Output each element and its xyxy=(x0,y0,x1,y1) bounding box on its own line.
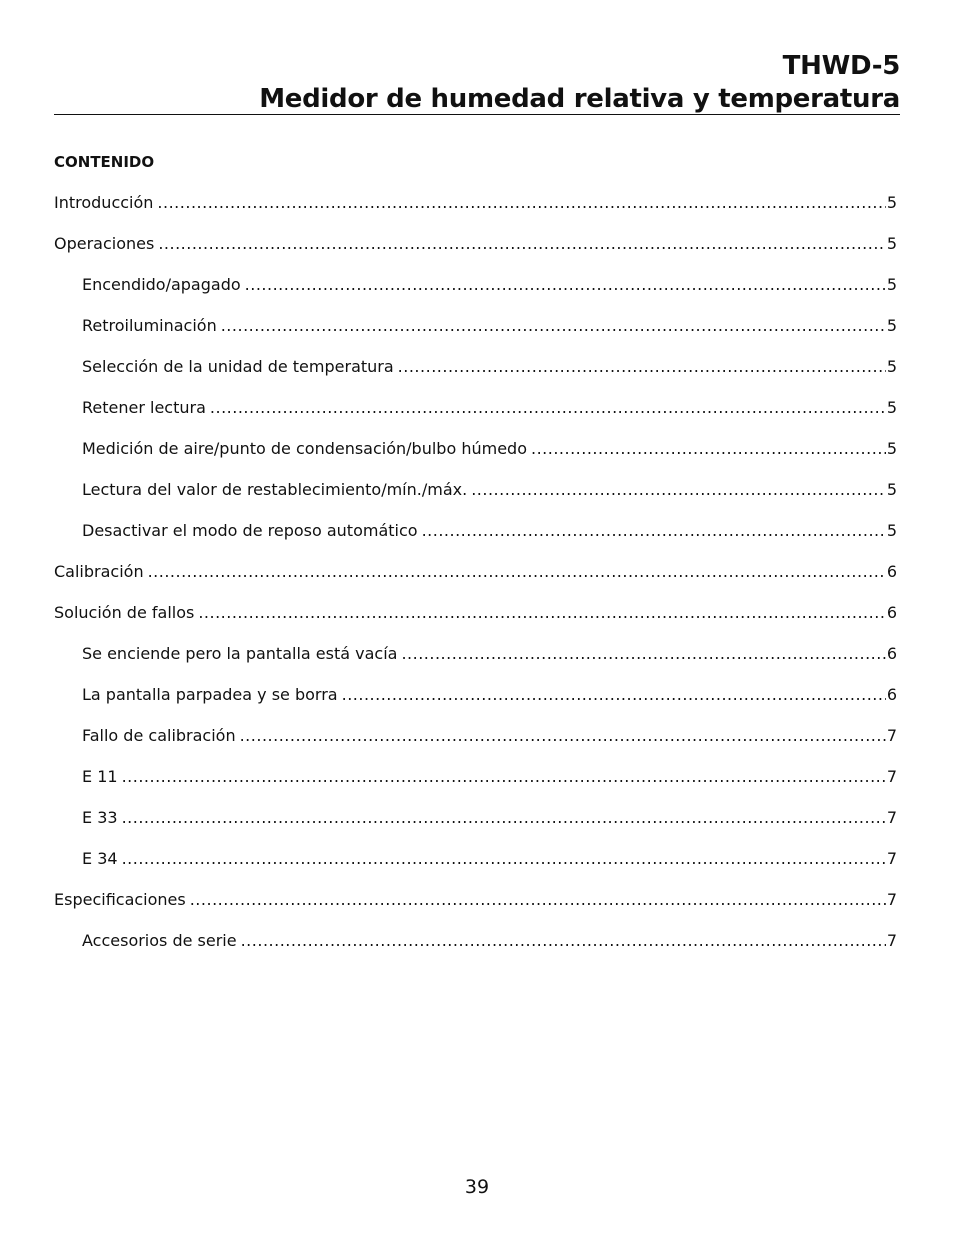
toc-entry-title: Se enciende pero la pantalla está vacía xyxy=(82,644,398,663)
toc-dot-leader xyxy=(531,439,886,459)
toc-entry[interactable] xyxy=(54,644,897,685)
toc-dot-leader xyxy=(401,644,885,664)
toc-entry-page: 5 xyxy=(886,275,897,294)
toc-dot-leader xyxy=(245,275,886,295)
toc-entry-page: 5 xyxy=(886,316,897,335)
toc-entry-page: 7 xyxy=(886,849,897,868)
toc-entry-page: 5 xyxy=(886,193,897,212)
toc-entry[interactable] xyxy=(54,193,897,234)
toc-dot-leader xyxy=(122,808,886,828)
toc-entry-page: 7 xyxy=(886,808,897,827)
toc-entry-page: 5 xyxy=(886,357,897,376)
toc-entry-title: E 11 xyxy=(82,767,118,786)
toc-entry-title: E 34 xyxy=(82,849,118,868)
toc-entry-page: 7 xyxy=(886,767,897,786)
toc-entry-page: 6 xyxy=(886,562,897,581)
toc-entry[interactable] xyxy=(54,480,897,521)
toc-entry-title: Medición de aire/punto de condensación/bulbo húmedo xyxy=(82,439,527,458)
toc-entry-title: Solución de fallos xyxy=(54,603,195,622)
document-title: Medidor de humedad relativa y temperatura xyxy=(259,84,900,114)
page-number: 39 xyxy=(464,1176,490,1198)
toc-entry-title: Lectura del valor de restablecimiento/mín./máx. xyxy=(82,480,468,499)
toc-entry-title: La pantalla parpadea y se borra xyxy=(82,685,338,704)
page-header xyxy=(54,50,900,116)
toc-entry-page: 6 xyxy=(886,603,897,622)
toc-entry-title: Fallo de calibración xyxy=(82,726,236,745)
toc-entry-title: Operaciones xyxy=(54,234,155,253)
toc-entry[interactable] xyxy=(54,562,897,603)
toc-entry-page: 7 xyxy=(886,726,897,745)
toc-dot-leader xyxy=(241,931,886,951)
toc-dot-leader xyxy=(158,234,885,254)
toc-entry[interactable] xyxy=(54,931,897,972)
toc-entry[interactable] xyxy=(54,808,897,849)
toc-dot-leader xyxy=(148,562,886,582)
model-title: THWD-5 xyxy=(782,51,900,81)
toc-entry[interactable] xyxy=(54,849,897,890)
toc-entry[interactable] xyxy=(54,234,897,275)
toc-entry[interactable] xyxy=(54,439,897,480)
toc-dot-leader xyxy=(240,726,886,746)
toc-entry[interactable] xyxy=(54,890,897,931)
toc-entry[interactable] xyxy=(54,685,897,726)
toc-entry-title: E 33 xyxy=(82,808,118,827)
toc-entry[interactable] xyxy=(54,767,897,808)
toc-entry-title: Introducción xyxy=(54,193,154,212)
toc-dot-leader xyxy=(122,767,886,787)
toc-dot-leader xyxy=(198,603,885,623)
toc-entry-title: Retener lectura xyxy=(82,398,206,417)
toc-entry-title: Calibración xyxy=(54,562,144,581)
toc-entry-page: 5 xyxy=(886,480,897,499)
toc-entry-title: Especificaciones xyxy=(54,890,186,909)
toc-dot-leader xyxy=(210,398,886,418)
toc-entry-page: 5 xyxy=(886,439,897,458)
toc-heading: CONTENIDO xyxy=(54,153,155,171)
toc-entry[interactable] xyxy=(54,603,897,644)
toc-entry[interactable] xyxy=(54,275,897,316)
toc-dot-leader xyxy=(471,480,886,500)
toc-entry-page: 5 xyxy=(886,234,897,253)
toc-dot-leader xyxy=(221,316,886,336)
toc-entry-title: Selección de la unidad de temperatura xyxy=(82,357,394,376)
toc-entry[interactable] xyxy=(54,398,897,439)
header-divider xyxy=(54,114,900,115)
toc-entry-title: Accesorios de serie xyxy=(82,931,237,950)
toc-entry-page: 6 xyxy=(886,644,897,663)
toc-entry-page: 6 xyxy=(886,685,897,704)
toc-dot-leader xyxy=(398,357,886,377)
toc-entry-title: Encendido/apagado xyxy=(82,275,241,294)
toc-entry[interactable] xyxy=(54,316,897,357)
toc-dot-leader xyxy=(342,685,886,705)
toc-entry-title: Retroiluminación xyxy=(82,316,217,335)
toc-dot-leader xyxy=(157,193,885,213)
toc-dot-leader xyxy=(122,849,886,869)
table-of-contents xyxy=(54,193,897,972)
toc-entry-page: 5 xyxy=(886,398,897,417)
toc-entry-page: 7 xyxy=(886,931,897,950)
toc-dot-leader xyxy=(190,890,886,910)
toc-entry-title: Desactivar el modo de reposo automático xyxy=(82,521,418,540)
toc-entry-page: 7 xyxy=(886,890,897,909)
toc-dot-leader xyxy=(422,521,886,541)
toc-entry[interactable] xyxy=(54,521,897,562)
toc-entry[interactable] xyxy=(54,726,897,767)
toc-entry-page: 5 xyxy=(886,521,897,540)
toc-entry[interactable] xyxy=(54,357,897,398)
